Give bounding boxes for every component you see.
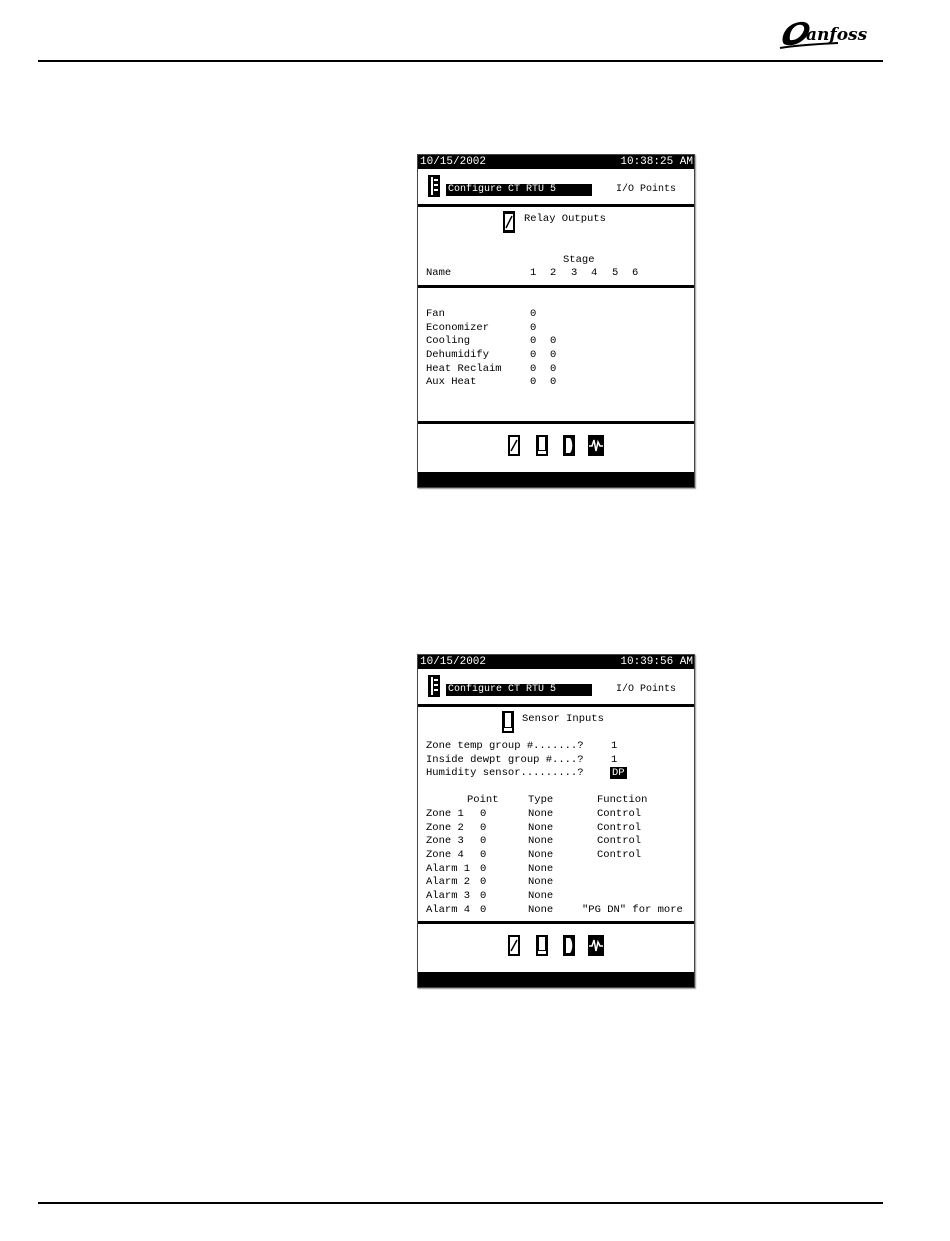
divider bbox=[418, 921, 694, 924]
stage-number: 1 bbox=[530, 267, 537, 279]
analog-output-icon[interactable] bbox=[588, 435, 604, 456]
stage-number: 4 bbox=[591, 267, 598, 279]
table-row-name: Zone 3 bbox=[426, 835, 464, 847]
row-name: Heat Reclaim bbox=[426, 363, 502, 375]
footer-rule bbox=[38, 1202, 883, 1204]
digital-input-icon[interactable] bbox=[563, 435, 575, 456]
date-display: 10/15/2002 bbox=[420, 156, 487, 168]
divider bbox=[418, 204, 694, 207]
column-header-type: Type bbox=[528, 794, 554, 806]
header-rule bbox=[38, 60, 883, 62]
section-title: Relay Outputs bbox=[524, 213, 606, 225]
stage-value[interactable]: 0 bbox=[550, 335, 557, 347]
relay-icon bbox=[503, 211, 515, 233]
stage-value[interactable]: 0 bbox=[530, 322, 537, 334]
stage-value[interactable]: 0 bbox=[530, 308, 537, 320]
sensor-icon[interactable] bbox=[536, 435, 548, 456]
io-points-label: I/O Points bbox=[616, 184, 677, 195]
configure-tool-icon bbox=[428, 175, 440, 197]
table-row-name: Zone 2 bbox=[426, 822, 464, 834]
row-name: Cooling bbox=[426, 335, 471, 347]
stage-value[interactable]: 0 bbox=[550, 376, 557, 388]
stage-value[interactable]: 0 bbox=[530, 363, 537, 375]
divider bbox=[418, 421, 694, 424]
danfoss-logo bbox=[778, 10, 882, 52]
sensor-icon bbox=[502, 711, 514, 733]
table-row-function[interactable]: Control bbox=[597, 808, 642, 820]
table-row-type[interactable]: None bbox=[528, 876, 554, 888]
row-name: Dehumidify bbox=[426, 349, 490, 361]
stage-value[interactable]: 0 bbox=[530, 335, 537, 347]
stage-value[interactable]: 0 bbox=[550, 349, 557, 361]
relay-outputs-screen bbox=[417, 154, 695, 488]
inside-dewpt-group-value[interactable]: 1 bbox=[611, 754, 618, 766]
column-header-function: Function bbox=[597, 794, 648, 806]
screen-title: Configure CT RTU 5 bbox=[446, 184, 592, 196]
analog-output-icon[interactable] bbox=[588, 935, 604, 956]
humidity-sensor-value[interactable]: DP bbox=[612, 767, 625, 779]
zone-temp-group-label: Zone temp group #.......? bbox=[426, 740, 584, 752]
table-row-type[interactable]: None bbox=[528, 863, 554, 875]
name-header: Name bbox=[426, 267, 452, 279]
table-row-type[interactable]: None bbox=[528, 890, 554, 902]
bottom-status-bar bbox=[418, 472, 694, 487]
relay-icon[interactable] bbox=[508, 935, 520, 956]
sensor-inputs-screen bbox=[417, 654, 695, 988]
table-row-name: Alarm 2 bbox=[426, 876, 471, 888]
row-name: Aux Heat bbox=[426, 376, 477, 388]
time-display: 10:38:25 AM bbox=[620, 156, 693, 168]
inside-dewpt-group-label: Inside dewpt group #....? bbox=[426, 754, 584, 766]
divider bbox=[418, 285, 694, 288]
table-row-name: Alarm 1 bbox=[426, 863, 471, 875]
stage-value[interactable]: 0 bbox=[550, 363, 557, 375]
table-row-point[interactable]: 0 bbox=[480, 835, 487, 847]
column-header-point: Point bbox=[467, 794, 499, 806]
section-title: Sensor Inputs bbox=[522, 713, 604, 725]
table-row-name: Alarm 3 bbox=[426, 890, 471, 902]
bottom-status-bar bbox=[418, 972, 694, 987]
table-row-name: Alarm 4 bbox=[426, 904, 471, 916]
humidity-sensor-label: Humidity sensor.........? bbox=[426, 767, 584, 779]
table-row-point[interactable]: 0 bbox=[480, 808, 487, 820]
table-row-type[interactable]: None bbox=[528, 849, 554, 861]
bottom-icon-bar bbox=[508, 435, 608, 457]
digital-input-icon[interactable] bbox=[563, 935, 575, 956]
table-row-type[interactable]: None bbox=[528, 822, 554, 834]
stage-number: 5 bbox=[612, 267, 619, 279]
top-status-bar bbox=[418, 155, 694, 169]
relay-icon[interactable] bbox=[508, 435, 520, 456]
table-row-function[interactable]: Control bbox=[597, 835, 642, 847]
table-row-name: Zone 4 bbox=[426, 849, 464, 861]
row-name: Economizer bbox=[426, 322, 490, 334]
top-status-bar bbox=[418, 655, 694, 669]
sensor-icon[interactable] bbox=[536, 935, 548, 956]
stage-value[interactable]: 0 bbox=[530, 349, 537, 361]
table-row-point[interactable]: 0 bbox=[480, 822, 487, 834]
svg-text:anfoss: anfoss bbox=[806, 25, 868, 45]
stage-number: 2 bbox=[550, 267, 557, 279]
zone-temp-group-value[interactable]: 1 bbox=[611, 740, 618, 752]
table-row-function[interactable]: Control bbox=[597, 822, 642, 834]
table-row-function[interactable]: Control bbox=[597, 849, 642, 861]
table-row-point[interactable]: 0 bbox=[480, 890, 487, 902]
table-row-type[interactable]: None bbox=[528, 808, 554, 820]
screen-title: Configure CT RTU 5 bbox=[446, 684, 592, 696]
table-row-point[interactable]: 0 bbox=[480, 863, 487, 875]
table-row-point[interactable]: 0 bbox=[480, 876, 487, 888]
divider bbox=[418, 704, 694, 707]
table-row-point[interactable]: 0 bbox=[480, 849, 487, 861]
time-display: 10:39:56 AM bbox=[620, 656, 693, 668]
configure-tool-icon bbox=[428, 675, 440, 697]
row-name: Fan bbox=[426, 308, 445, 320]
stage-value[interactable]: 0 bbox=[530, 376, 537, 388]
table-row-type[interactable]: None bbox=[528, 835, 554, 847]
table-row-name: Zone 1 bbox=[426, 808, 464, 820]
page-down-hint: "PG DN" for more bbox=[582, 904, 683, 916]
table-row-type[interactable]: None bbox=[528, 904, 554, 916]
stage-number: 6 bbox=[632, 267, 639, 279]
stage-number: 3 bbox=[571, 267, 578, 279]
date-display: 10/15/2002 bbox=[420, 656, 487, 668]
stage-label: Stage bbox=[563, 254, 595, 266]
table-row-point[interactable]: 0 bbox=[480, 904, 487, 916]
io-points-label: I/O Points bbox=[616, 684, 677, 695]
bottom-icon-bar bbox=[508, 935, 608, 957]
